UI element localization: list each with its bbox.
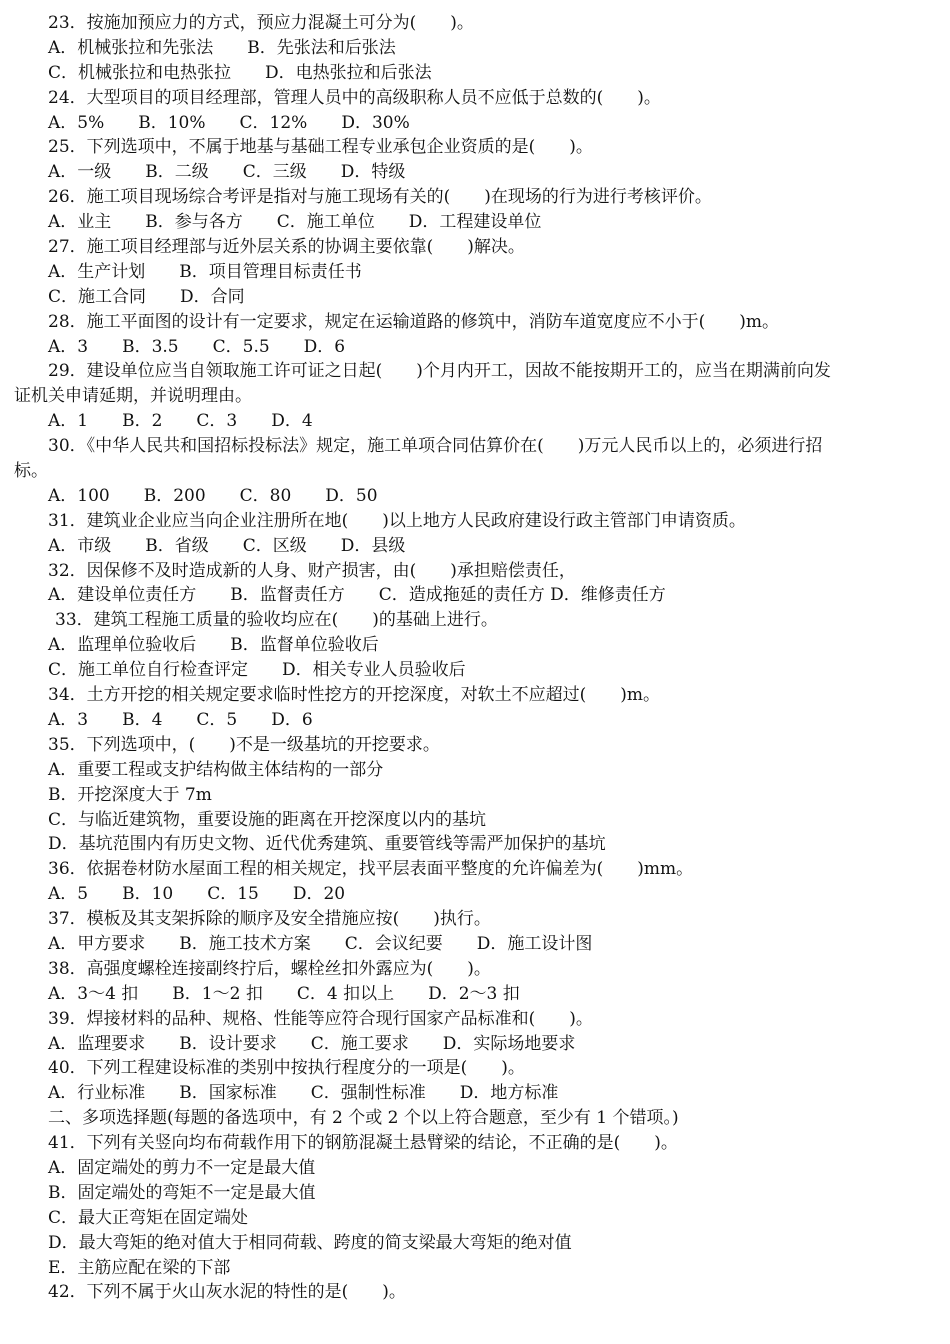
option-line: A．甲方要求 B．施工技术方案 C．会议纪要 D．施工设计图 [48, 933, 593, 954]
option-line: A．5% B．10% C．12% D．30% [48, 112, 410, 133]
option-line: C．施工单位自行检查评定 D．相关专业人员验收后 [48, 660, 466, 681]
option-line: A．3 B．4 C．5 D．6 [48, 709, 313, 730]
option-line: A．5 B．10 C．15 D．20 [48, 884, 346, 905]
option-line: C．最大正弯矩在固定端处 [48, 1207, 249, 1228]
question-line: 39．焊接材料的品种、规格、性能等应符合现行国家产品标准和( )。 [48, 1008, 593, 1029]
question-line: 23．按施加预应力的方式，预应力混凝土可分为( )。 [48, 13, 474, 33]
option-line: A．生产计划 B．项目管理目标责任书 [48, 261, 362, 282]
option-line: C．机械张拉和电热张拉 D．电热张拉和后张法 [48, 62, 432, 83]
question-line: 35．下列选项中，( )不是一级基坑的开挖要求。 [48, 734, 440, 755]
option-line: A．业主 B．参与各方 C．施工单位 D．工程建设单位 [48, 212, 542, 233]
question-line: 30．《中华人民共和国招标投标法》规定，施工单项合同估算价在( )万元人民币以上的，必须进行招 [48, 436, 823, 457]
question-line: 27．施工项目经理部与近外层关系的协调主要依靠( )解决。 [48, 237, 525, 258]
question-line: 40．下列工程建设标准的类别中按执行程度分的一项是( )。 [48, 1058, 525, 1079]
option-line: D．基坑范围内有历史文物、近代优秀建筑、重要管线等需严加保护的基坑 [48, 834, 606, 855]
option-line: A．机械张拉和先张法 B．先张法和后张法 [48, 37, 396, 58]
question-line: 28．施工平面图的设计有一定要求，规定在运输道路的修筑中，消防车道宽度应不小于( )m。 [48, 311, 780, 332]
option-line: B．固定端处的弯矩不一定是最大值 [48, 1182, 316, 1203]
option-line: A．建设单位责任方 B．监督责任方 C．造成拖延的责任方 D．维修责任方 [48, 585, 666, 606]
question-line: 25．下列选项中，不属于地基与基础工程专业承包企业资质的是( )。 [48, 137, 593, 158]
option-line: E．主筋应配在梁的下部 [48, 1257, 231, 1278]
question-line: 32．因保修不及时造成新的人身、财产损害，由( )承担赔偿责任， [48, 560, 576, 581]
option-line: B．开挖深度大于 7m [48, 784, 212, 805]
question-line: 34．土方开挖的相关规定要求临时性挖方的开挖深度，对软土不应超过( )m。 [48, 685, 661, 706]
option-line: A．行业标准 B．国家标准 C．强制性标准 D．地方标准 [48, 1083, 559, 1104]
option-line: A．3 B．3.5 C．5.5 D．6 [48, 336, 346, 357]
question-line: 26．施工项目现场综合考评是指对与施工现场有关的( )在现场的行为进行考核评价。 [48, 187, 712, 208]
option-line: C．与临近建筑物，重要设施的距离在开挖深度以内的基坑 [48, 809, 487, 830]
question-line: 24．大型项目的项目经理部，管理人员中的高级职称人员不应低于总数的( )。 [48, 87, 661, 108]
question-line: 29．建设单位应当自领取施工许可证之日起( )个月内开工，因故不能按期开工的，应当在期满前向发 [48, 361, 831, 382]
question-line: 33．建筑工程施工质量的验收均应在( )的基础上进行。 [55, 610, 498, 631]
question-line: 37．模板及其支架拆除的顺序及安全措施应按( )执行。 [48, 909, 491, 930]
option-line: A．3～4 扣 B．1～2 扣 C．4 扣以上 D．2～3 扣 [48, 983, 520, 1004]
option-line: A．1 B．2 C．3 D．4 [48, 411, 313, 432]
continuation-line: 标。 [14, 461, 48, 482]
question-line: 38．高强度螺栓连接副终拧后，螺栓丝扣外露应为( )。 [48, 958, 491, 979]
option-line: C．施工合同 D．合同 [48, 286, 245, 307]
continuation-line: 证机关申请延期，并说明理由。 [14, 386, 252, 407]
question-line: 36．依据卷材防水屋面工程的相关规定，找平层表面平整度的允许偏差为( )mm。 [48, 859, 694, 880]
option-line: A．固定端处的剪力不一定是最大值 [48, 1157, 316, 1178]
option-line: A．重要工程或支护结构做主体结构的一部分 [48, 759, 384, 780]
question-line: 31．建筑业企业应当向企业注册所在地( )以上地方人民政府建设行政主管部门申请资质。 [48, 510, 746, 531]
option-line: A．监理单位验收后 B．监督单位验收后 [48, 635, 379, 656]
option-line: A．100 B．200 C．80 D．50 [48, 485, 378, 506]
question-line: 42．下列不属于火山灰水泥的特性的是( )。 [48, 1282, 406, 1303]
option-line: A．一级 B．二级 C．三级 D．特级 [48, 162, 406, 183]
option-line: D．最大弯矩的绝对值大于相同荷载、跨度的简支梁最大弯矩的绝对值 [48, 1232, 572, 1253]
question-line: 41．下列有关竖向均布荷载作用下的钢筋混凝土悬臂梁的结论，不正确的是( )。 [48, 1133, 678, 1154]
question-line: 二、多项选择题(每题的备选项中，有 2 个或 2 个以上符合题意，至少有 1 个错项。) [48, 1108, 679, 1129]
option-line: A．监理要求 B．设计要求 C．施工要求 D．实际场地要求 [48, 1033, 576, 1054]
option-line: A．市级 B．省级 C．区级 D．县级 [48, 535, 406, 556]
